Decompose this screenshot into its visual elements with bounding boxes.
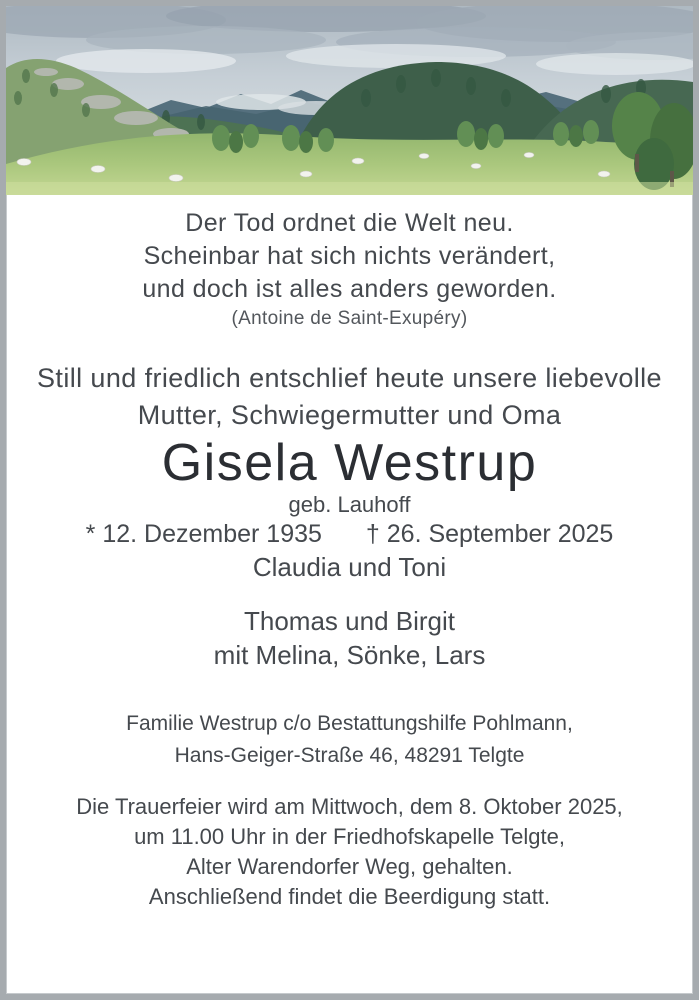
birth-date: * 12. Dezember 1935 [85,520,322,548]
contact-line-2: Hans-Geiger-Straße 46, 48291 Telgte [174,744,525,767]
alpine-landscape-illustration [6,6,693,195]
quote-attribution: (Antoine de Saint-Exupéry) [231,308,468,329]
quote-block [6,207,693,332]
mourners-group-2-line-1: Thomas und Birgit [244,606,455,636]
maiden-name: geb. Lauhoff [288,492,411,517]
service-line-3: Alter Warendorfer Weg, gehalten. [186,854,513,879]
intro-block [6,360,693,434]
mourners-group-1: Claudia und Toni [252,552,447,582]
mourners-group-2-line-2: mit Melina, Sönke, Lars [213,640,486,670]
service-line-1: Die Trauerfeier wird am Mittwoch, dem 8. Oktober 2025, [76,794,623,819]
contact-address-block [6,708,693,772]
contact-line-1: Familie Westrup c/o Bestattungshilfe Pohlmann, [126,712,573,735]
header-landscape-photo [6,6,693,195]
life-dates [6,518,693,550]
funeral-service-block [6,792,693,912]
intro-line-2: Mutter, Schwiegermutter und Oma [137,400,562,430]
death-date: † 26. September 2025 [365,520,614,548]
quote-line-2: Scheinbar hat sich nichts verändert, [143,242,556,270]
notice-body [6,195,693,994]
service-line-4: Anschließend findet die Beerdigung statt. [148,884,551,909]
service-line-2: um 11.00 Uhr in der Friedhofskapelle Telgte, [134,824,565,849]
intro-line-1: Still und friedlich entschlief heute unsere liebevolle [37,363,662,393]
deceased-name: Gisela Westrup [161,434,538,492]
mourners-group-2 [6,604,693,672]
quote-line-3: und doch ist alles anders geworden. [142,275,557,303]
quote-line-1: Der Tod ordnet die Welt neu. [185,209,514,237]
